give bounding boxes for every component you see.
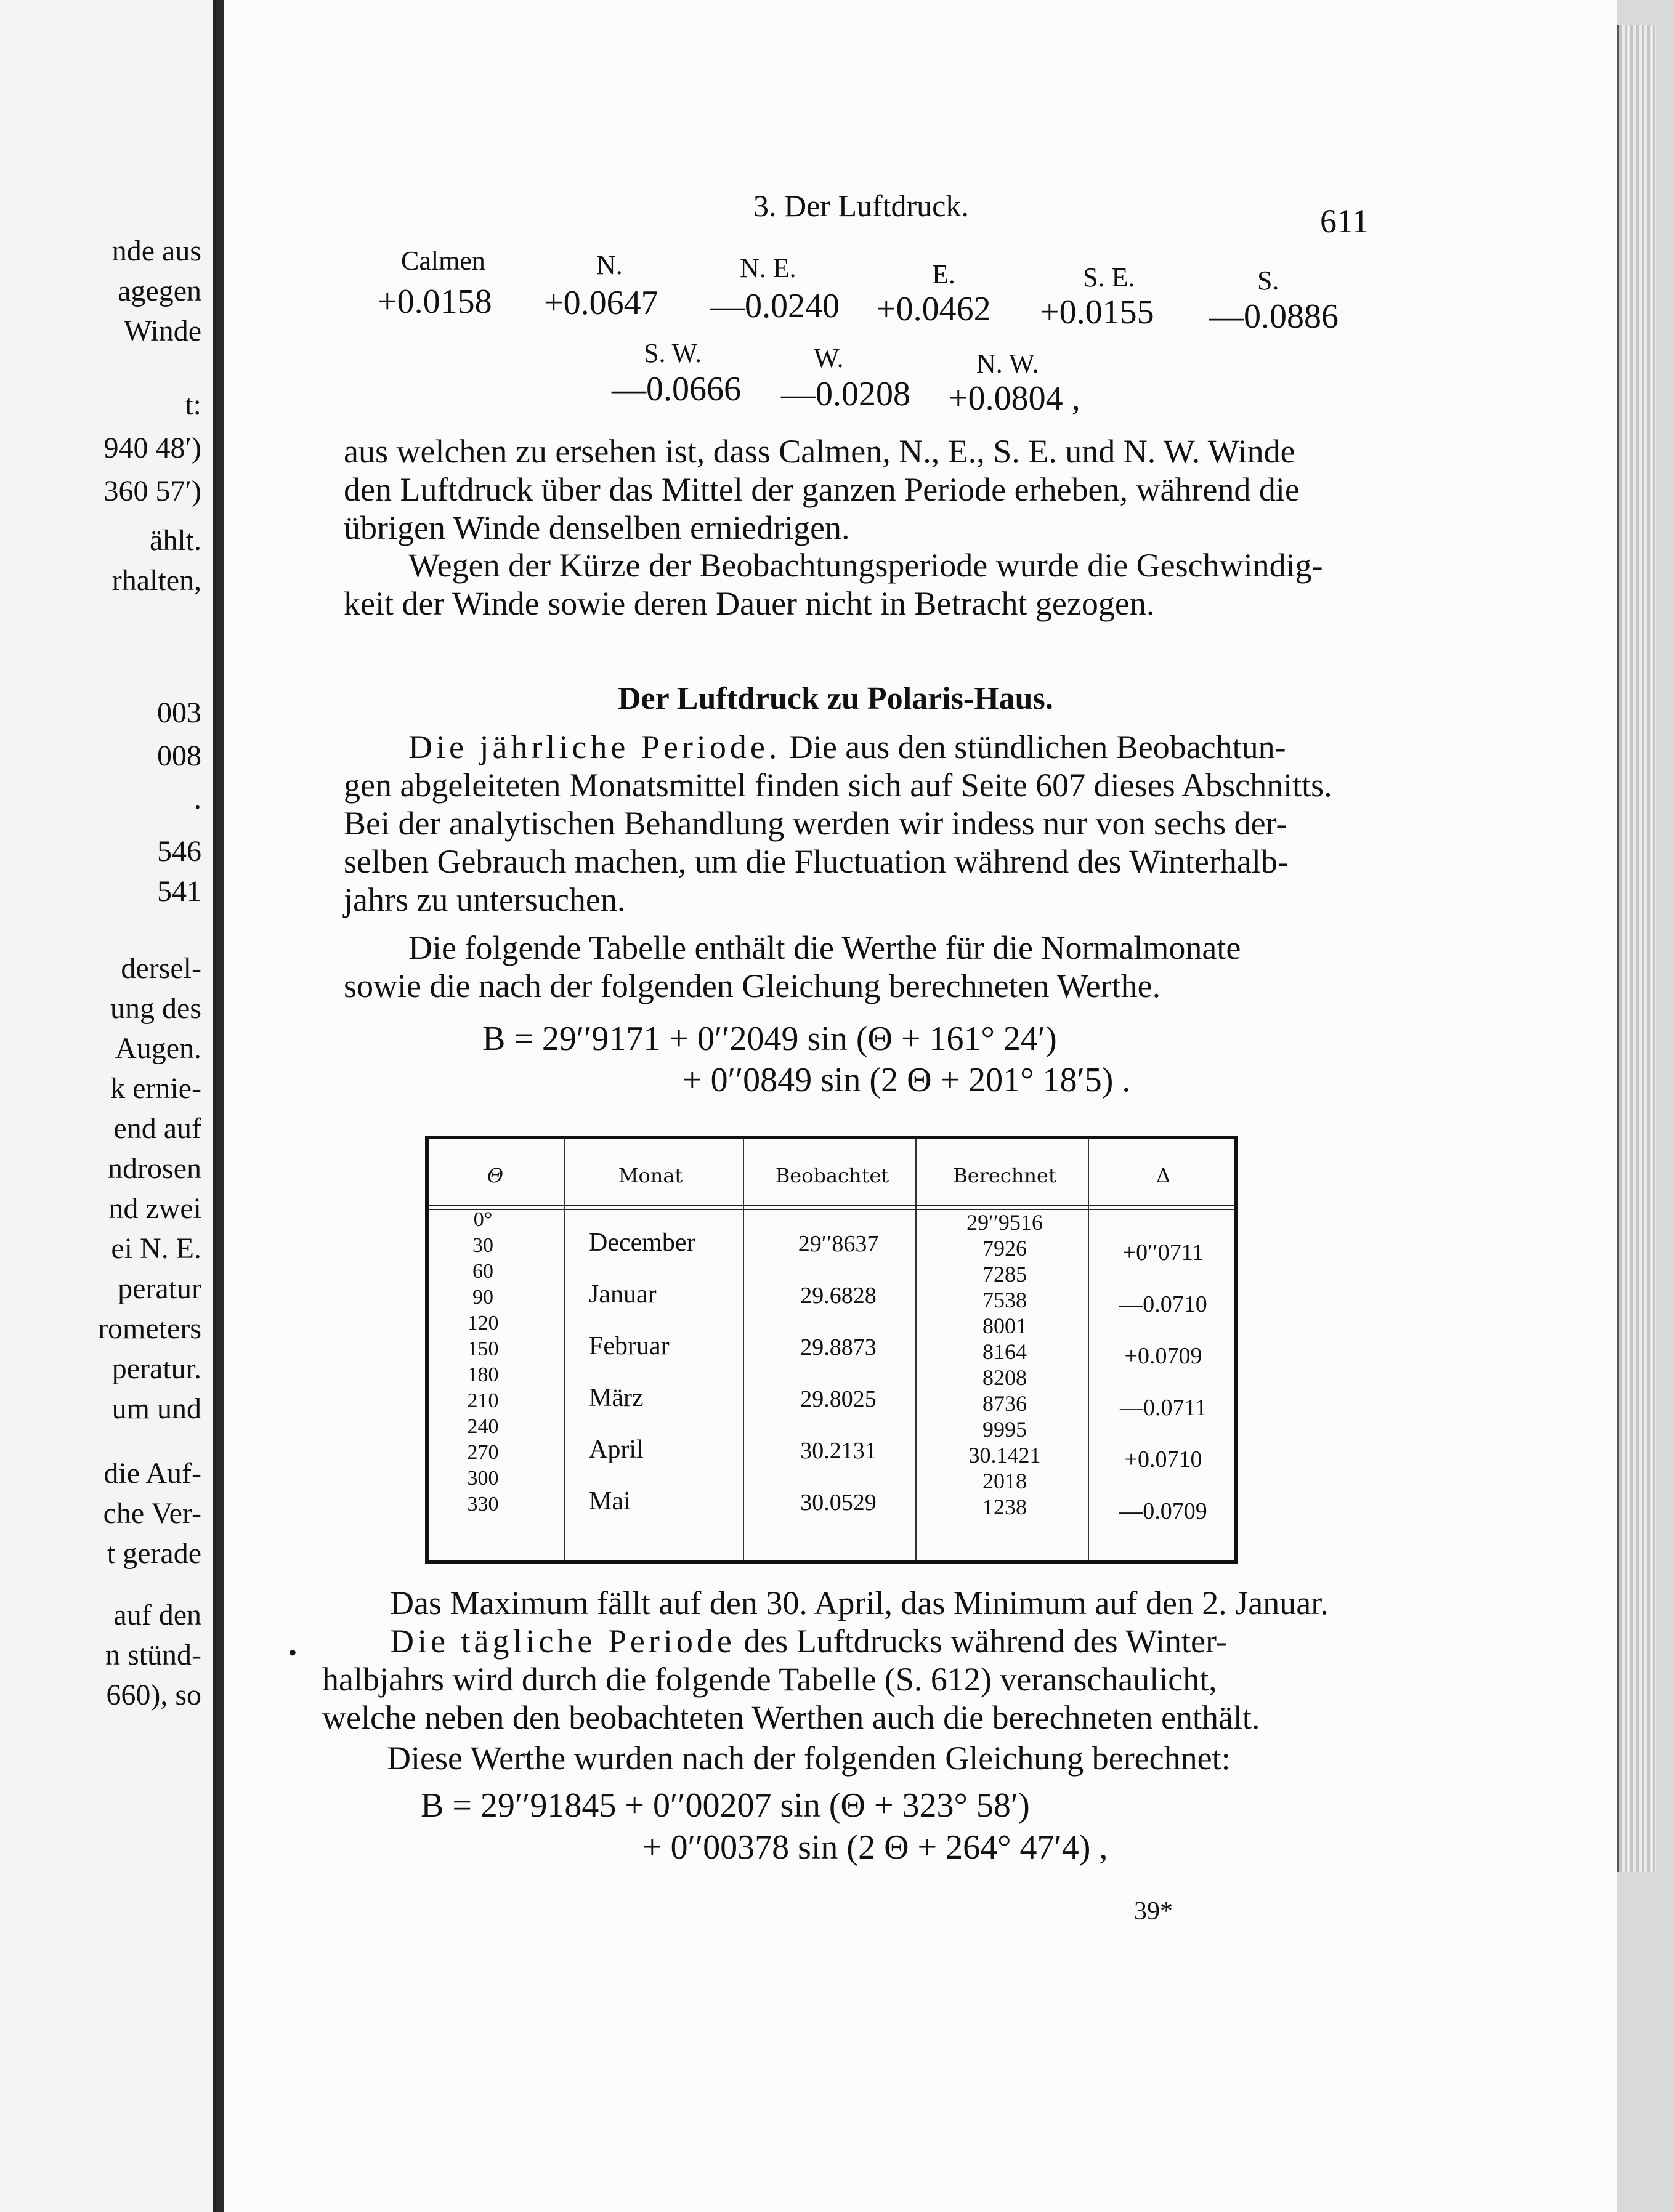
signature-mark: 39* (1134, 1897, 1173, 1926)
facing-page-text: peratur (118, 1272, 201, 1305)
computed-cell: 7285 (982, 1262, 1027, 1286)
table-header: Θ (487, 1164, 504, 1187)
wind-label: W. (814, 343, 844, 373)
text-line: Die tägliche Periode des Luftdrucks während des Winter- (390, 1623, 1227, 1660)
computed-cell: 7926 (982, 1236, 1027, 1261)
equation-line: B = 29′′9171 + 0′′2049 sin (Θ + 161° 24′) (482, 1020, 1057, 1058)
theta-cell: 0° (473, 1208, 493, 1231)
text-line: halbjahrs wird durch die folgende Tabelle (S. 612) veranschaulicht, (322, 1661, 1217, 1698)
theta-cell: 330 (467, 1493, 499, 1516)
computed-cell: 29′′9516 (966, 1210, 1043, 1235)
running-header: 3. Der Luftdruck. (753, 188, 969, 223)
computed-cell: 1238 (982, 1495, 1027, 1519)
observed-cell: 29.6828 (800, 1283, 877, 1309)
facing-page-text: die Auf- (103, 1457, 201, 1490)
text-line: Wegen der Kürze der Beobachtungsperiode wurde die Geschwindig- (408, 547, 1323, 584)
facing-page-text: t gerade (107, 1537, 201, 1570)
theta-cell: 150 (467, 1338, 499, 1360)
wind-label: N. W. (976, 349, 1039, 379)
computed-cell: 9995 (982, 1417, 1027, 1442)
observed-cell: 29′′8637 (798, 1231, 879, 1257)
data-table (425, 1136, 1238, 1564)
facing-page-text: 546 (157, 835, 201, 868)
equation-line: + 0′′0849 sin (2 Θ + 201° 18′5) . (683, 1061, 1131, 1099)
facing-page-text: che Ver- (103, 1497, 201, 1530)
text-line: keit der Winde sowie deren Dauer nicht in Betracht gezogen. (344, 585, 1155, 622)
book-page (224, 0, 1617, 2212)
facing-page-text: rhalten, (111, 564, 201, 597)
wind-label: N. E. (740, 253, 796, 283)
computed-cell: 8736 (982, 1391, 1027, 1416)
book-gutter (216, 0, 224, 2212)
equation-line: B = 29′′91845 + 0′′00207 sin (Θ + 323° 58′) (421, 1786, 1030, 1825)
text-line: Diese Werthe wurden nach der folgenden Gleichung berechnet: (387, 1740, 1231, 1777)
theta-cell: 60 (472, 1260, 493, 1283)
wind-value: +0.0462 (877, 290, 991, 328)
facing-page-text: 360 57′) (103, 475, 201, 507)
section-lead: Die jährliche Periode. (408, 729, 781, 765)
theta-cell: 180 (467, 1363, 499, 1386)
facing-page-text: peratur. (111, 1352, 201, 1385)
table-header: Beobachtet (775, 1164, 889, 1187)
wind-label: S. W. (644, 338, 702, 368)
text-line: aus welchen zu ersehen ist, dass Calmen, N., E., S. E. und N. W. Winde (344, 433, 1295, 470)
delta-cell: —0.0711 (1119, 1395, 1207, 1421)
wind-label: S. E. (1083, 262, 1135, 293)
facing-page-text: dersel- (121, 952, 201, 985)
computed-cell: 7538 (982, 1288, 1027, 1312)
delta-cell: —0.0709 (1119, 1498, 1207, 1524)
facing-page-text: n stünd- (105, 1639, 201, 1671)
computed-cell: 2018 (982, 1469, 1027, 1493)
facing-page-text: . (194, 783, 201, 815)
theta-cell: 240 (467, 1415, 499, 1438)
facing-page-text: Winde (123, 315, 201, 347)
month-cell: April (589, 1435, 644, 1464)
facing-page-text: ei N. E. (111, 1232, 201, 1265)
facing-page-text: 541 (157, 875, 201, 908)
text-line: Die folgende Tabelle enthält die Werthe für die Normalmonate (408, 929, 1241, 966)
theta-cell: 30 (472, 1234, 493, 1257)
month-cell: December (589, 1229, 695, 1257)
wind-label: S. (1257, 265, 1279, 296)
wind-value: —0.0886 (1209, 297, 1339, 336)
facing-page-text: rometers (98, 1312, 201, 1345)
section-lead: Die tägliche Periode (390, 1623, 735, 1660)
facing-page-text: um und (111, 1392, 201, 1425)
wind-value: +0.0647 (544, 284, 658, 322)
facing-page-text: ndrosen (108, 1152, 201, 1185)
facing-page-text: nde aus (111, 235, 201, 267)
facing-page-text: ung des (110, 992, 201, 1025)
text-line: selben Gebrauch machen, um die Fluctuation während des Winterhalb- (344, 843, 1289, 880)
theta-cell: 120 (467, 1312, 499, 1334)
wind-value: +0.0804 , (949, 379, 1080, 418)
facing-page-text: 940 48′) (103, 432, 201, 464)
delta-cell: +0.0709 (1124, 1343, 1202, 1369)
observed-cell: 29.8025 (800, 1386, 877, 1412)
text-line: Bei der analytischen Behandlung werden wir indess nur von sechs der- (344, 805, 1287, 842)
delta-cell: —0.0710 (1119, 1291, 1207, 1317)
text-line: welche neben den beobachteten Werthen auch die berechneten enthält. (322, 1699, 1260, 1736)
wind-value: +0.0158 (378, 283, 492, 321)
text-line: gen abgeleiteten Monatsmittel finden sich auf Seite 607 dieses Abschnitts. (344, 767, 1332, 804)
theta-cell: 90 (472, 1286, 493, 1309)
facing-page-text: 003 (157, 696, 201, 729)
bullet-mark: • (288, 1639, 298, 1666)
month-cell: März (589, 1384, 644, 1412)
facing-page-text: Augen. (115, 1032, 201, 1065)
facing-page-text: t: (185, 389, 201, 421)
page-number: 611 (1320, 203, 1369, 240)
facing-page-text: nd zwei (108, 1192, 201, 1225)
computed-cell: 30.1421 (968, 1443, 1041, 1467)
facing-page (0, 0, 216, 2212)
wind-label: Calmen (401, 246, 485, 276)
observed-cell: 29.8873 (800, 1334, 877, 1360)
wind-value: +0.0155 (1040, 293, 1154, 331)
table-header: Berechnet (953, 1164, 1056, 1187)
wind-label: N. (596, 250, 623, 280)
facing-page-text: end auf (113, 1112, 201, 1145)
wind-value: —0.0666 (612, 370, 741, 408)
delta-cell: +0′′0711 (1122, 1240, 1204, 1265)
text-line: Die jährliche Periode. Die aus den stündlichen Beobachtun- (408, 729, 1286, 765)
facing-page-text: 008 (157, 740, 201, 772)
month-cell: Februar (589, 1332, 670, 1360)
month-cell: Mai (589, 1487, 631, 1516)
text-line: Das Maximum fällt auf den 30. April, das Minimum auf den 2. Januar. (390, 1584, 1329, 1621)
table-header: Δ (1156, 1164, 1171, 1187)
theta-cell: 210 (467, 1389, 499, 1412)
computed-cell: 8001 (982, 1314, 1027, 1338)
text-line: jahrs zu untersuchen. (344, 881, 626, 918)
facing-page-text: 660), so (106, 1679, 201, 1711)
text-line: übrigen Winde denselben erniedrigen. (344, 509, 850, 546)
section-title: Der Luftdruck zu Polaris-Haus. (618, 681, 1053, 716)
wind-value: —0.0240 (710, 287, 840, 325)
text-line: sowie die nach der folgenden Gleichung berechneten Werthe. (344, 967, 1161, 1004)
table-header: Monat (618, 1164, 683, 1187)
wind-label: E. (932, 259, 955, 289)
theta-cell: 270 (467, 1441, 499, 1464)
observed-cell: 30.2131 (800, 1438, 877, 1464)
facing-page-text: k ernie- (110, 1072, 201, 1105)
wind-value: —0.0208 (781, 375, 910, 413)
facing-page-text: agegen (118, 275, 201, 307)
month-cell: Januar (589, 1280, 657, 1309)
page-edges (1617, 25, 1656, 1872)
theta-cell: 300 (467, 1467, 499, 1490)
delta-cell: +0.0710 (1124, 1447, 1202, 1472)
computed-cell: 8164 (982, 1339, 1027, 1364)
facing-page-text: ählt. (150, 524, 201, 557)
computed-cell: 8208 (982, 1365, 1027, 1390)
facing-page-text: auf den (113, 1599, 201, 1631)
observed-cell: 30.0529 (800, 1490, 877, 1516)
equation-line: + 0′′00378 sin (2 Θ + 264° 47′4) , (642, 1828, 1108, 1867)
text-line: den Luftdruck über das Mittel der ganzen Periode erheben, während die (344, 471, 1300, 508)
